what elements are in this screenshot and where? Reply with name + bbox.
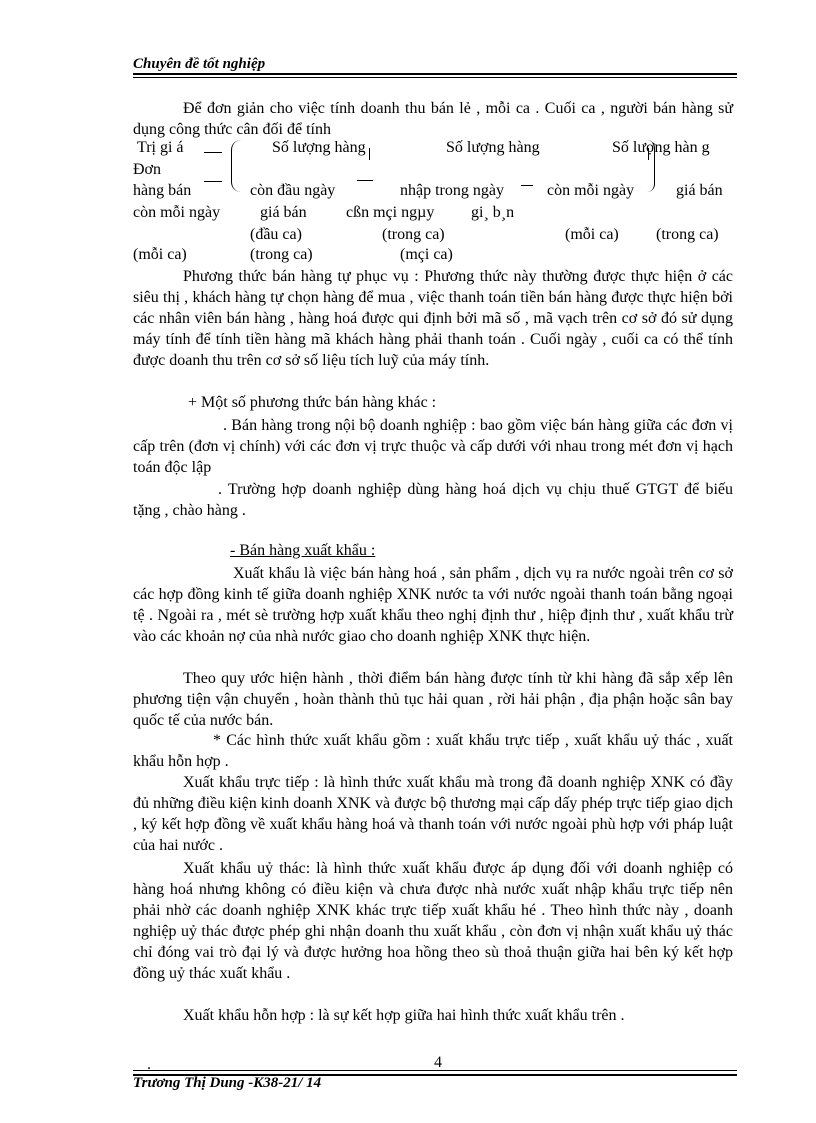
- formula-r3d: còn mỗi ngày: [547, 182, 635, 199]
- formula-r3e: giá bán: [676, 182, 723, 199]
- formula-r1a: Trị gi á: [137, 139, 184, 156]
- paragraph-self-service: Phương thức bán hàng tự phục vụ : Phương thức này thường được thực hiện ở các siêu thị , khách hàng tự chọn hàng để mua , việc thanh toán tiền bán hàng được thực hiện bởi các nhân viên bán hàng , hàng hoá được qui định bởi mã số , mã vạch trên cơ sở đó sử dụng máy tính để tính tiền hàng mã khách hàng phải thanh toán . Cuối ngày , cuối ca có thể tính được doanh thu trên cơ sở số liệu tích luỹ của máy tính.: [133, 268, 733, 369]
- formula-r5c: (mỗi ca): [565, 226, 619, 243]
- header-rule-thin: [133, 77, 737, 78]
- formula-r1c: Số lượng hàng: [446, 139, 540, 156]
- formula-r3a: hàng bán: [133, 182, 192, 199]
- formula-r1b: Số lượng hàng: [272, 139, 366, 156]
- formula-r2a: Đơn: [133, 161, 162, 178]
- dash-1: [204, 152, 222, 153]
- formula-r6b: (trong ca): [250, 246, 313, 263]
- formula-r4d: gi¸ b¸n: [471, 204, 515, 221]
- heading-export-sales: - Bán hàng xuất khẩu :: [230, 542, 376, 559]
- paragraph-vat-gift: . Trường hợp doanh nghiệp dùng hàng hoá dịch vụ chịu thuế GTGT để biếu tặng , chào hàng .: [133, 481, 733, 519]
- page-number: 4: [434, 1054, 442, 1071]
- header-rule: [133, 73, 737, 75]
- paragraph-mixed-export: Xuất khẩu hỗn hợp : là sự kết hợp giữa hai hình thức xuất khẩu trên .: [183, 1007, 625, 1024]
- footer-author: Trương Thị Dung -K38-21/ 14: [133, 1075, 322, 1091]
- left-brace: [231, 140, 244, 192]
- formula-r6a: (mỗi ca): [133, 246, 187, 263]
- formula-r4c: cßn mçi ngµy: [346, 204, 435, 221]
- formula-r5b: (trong ca): [382, 226, 445, 243]
- paragraph-export-definition: Xuất khẩu là việc bán hàng hoá , sản phẩm , dịch vụ ra nước ngoài trên cơ sở các hợp đồng kinh tế giữa doanh nghiệp XNK nước ta với nước ngoài thanh toán bằng ngoại tệ . Ngoài ra , mét sè trường hợp xuất khẩu theo nghị định thư , hiệp định thư , xuất khẩu trừ vào các khoản nợ của nhà nước giao cho doanh nghiệp XNK thực hiện.: [133, 565, 733, 645]
- paragraph-export-forms: * Các hình thức xuất khẩu gồm : xuất khẩu trực tiếp , xuất khẩu uỷ thác , xuất khẩu hỗn hợp .: [133, 732, 733, 770]
- dash-2: [204, 181, 222, 182]
- paragraph-internal-sales: . Bán hàng trong nội bộ doanh nghiệp : bao gồm việc bán hàng giữa các đơn vị cấp trên (đơn vị chính) với các đơn vị trực thuộc và cấp dưới với nhau trong mét đơn vị hạch toán độc lập: [133, 417, 733, 476]
- dash-3: [357, 180, 373, 181]
- formula-r1d: Số lượng hàn g: [612, 139, 710, 156]
- formula-r4b: giá bán: [260, 204, 307, 221]
- formula-r6c: (mçi ca): [400, 246, 453, 263]
- paragraph-entrusted-export: Xuất khẩu uỷ thác: là hình thức xuất khẩu được áp dụng đối với doanh nghiệp có hàng hoá nhưng không có điều kiện và chưa được nhà nước xuất nhập khẩu trực tiếp nên phải nhờ các doanh nghiệp XNK khác trực tiếp xuất khẩu hé . Theo hình thức này , doanh nghiệp uỷ thác được phép ghi nhận doanh thu xuất khẩu , còn đơn vị nhận xuất khẩu uỷ thác chỉ đóng vai trò đại lý và được hưởng hoa hồng theo sù thoả thuận giữa hai bên ký kết hợp đồng uỷ thác xuất khẩu .: [133, 860, 733, 982]
- formula-r3b: còn đầu ngày: [250, 182, 336, 199]
- formula-r4a: còn mỗi ngày: [133, 204, 221, 221]
- formula-r3c: nhập trong ngày: [400, 182, 504, 199]
- formula-r5d: (trong ca): [656, 226, 719, 243]
- dash-4: [521, 185, 533, 186]
- footer-rule-thin: [133, 1070, 737, 1071]
- footer-dot: .: [147, 1056, 151, 1073]
- paragraph-sale-time: Theo quy ước hiện hành , thời điểm bán hàng được tính từ khi hàng đã sắp xếp lên phương tiện vận chuyển , hoàn thành thủ tục hải quan , rời hải phận , địa phận hoặc sân bay quốc tế của nước bán.: [133, 670, 733, 729]
- formula-r5a: (đầu ca): [250, 226, 302, 243]
- tick-1: [369, 148, 370, 160]
- paragraph-other-methods: + Một số phương thức bán hàng khác :: [188, 394, 437, 411]
- intro-paragraph: Để đơn giản cho việc tính doanh thu bán lẻ , mỗi ca . Cuối ca , người bán hàng sử dụng công thức cân đối để tính: [133, 100, 733, 138]
- header-title: Chuyên đề tốt nghiệp: [133, 56, 266, 72]
- paragraph-direct-export: Xuất khẩu trực tiếp : là hình thức xuất khẩu mà trong đã doanh nghiệp XNK có đầy đủ những điều kiện kinh doanh XNK và được bộ thương mại cấp dấy phép trực tiếp giao dịch , ký kết hợp đồng về xuất khẩu hàng hoá và thanh toán với nước ngoài phù hợp với pháp luật của hai nước .: [133, 774, 733, 854]
